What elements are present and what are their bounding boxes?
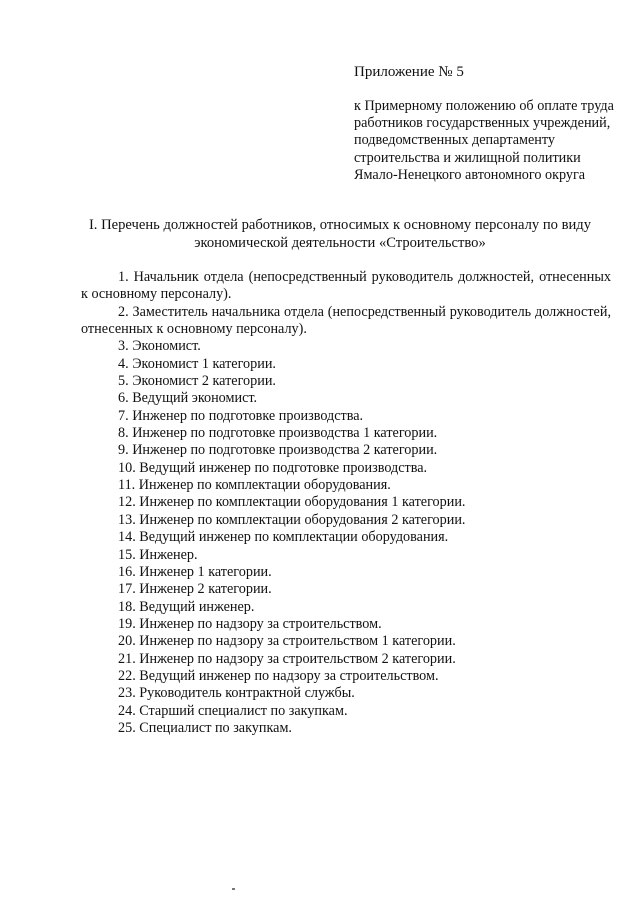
appendix-header — [354, 62, 614, 184]
appendix-title: Приложение № 5 — [354, 64, 464, 80]
list-item: 5. Экономист 2 категории. — [118, 373, 276, 390]
list-item: 20. Инженер по надзору за строительством 1 категории. — [118, 633, 456, 650]
list-item: 4. Экономист 1 категории. — [118, 355, 276, 372]
list-item: 12. Инженер по комплектации оборудования 1 категории. — [118, 494, 466, 511]
positions-list — [81, 269, 611, 737]
list-item: 23. Руководитель контрактной службы. — [118, 685, 355, 702]
list-item: 6. Ведущий экономист. — [118, 390, 258, 407]
list-item: 21. Инженер по надзору за строительством 2 категории. — [118, 650, 456, 667]
list-item: 1. Начальник отдела (непосредственный руководитель должностей, отнесенных к основному персоналу). — [81, 269, 611, 303]
list-item: 18. Ведущий инженер. — [118, 598, 255, 615]
list-item: 2. Заместитель начальника отдела (непосредственный руководитель должностей, отнесенных к основному персоналу). — [81, 303, 611, 338]
section-title: I. Перечень должностей работников, относимых к основному персоналу по виду экономической деятельности «Строительство» — [88, 217, 592, 251]
list-item: 22. Ведущий инженер по надзору за строительством. — [118, 667, 439, 684]
list-item: 11. Инженер по комплектации оборудования. — [118, 477, 391, 494]
list-item: 10. Ведущий инженер по подготовке производства. — [118, 459, 428, 476]
appendix-reference: к Примерному положению об оплате труда работников государственных учреждений, подведомственных департаменту строительства и жилищной политики Ямало-Ненецкого автономного округа — [354, 98, 614, 183]
list-item: 17. Инженер 2 категории. — [118, 581, 272, 598]
list-item: 24. Старший специалист по закупкам. — [118, 702, 348, 719]
list-item: 15. Инженер. — [118, 546, 198, 563]
list-item: 8. Инженер по подготовке производства 1 категории. — [118, 425, 438, 442]
list-item: 14. Ведущий инженер по комплектации оборудования. — [118, 529, 449, 546]
list-item: 9. Инженер по подготовке производства 2 категории. — [118, 442, 438, 459]
scan-artifact-mark — [232, 888, 235, 890]
list-item: 25. Специалист по закупкам. — [118, 719, 292, 736]
list-item: 16. Инженер 1 категории. — [118, 563, 272, 580]
list-item: 3. Экономист. — [118, 338, 201, 355]
list-item: 7. Инженер по подготовке производства. — [118, 407, 364, 424]
list-item: 13. Инженер по комплектации оборудования 2 категории. — [118, 511, 466, 528]
list-item: 19. Инженер по надзору за строительством. — [118, 615, 382, 632]
